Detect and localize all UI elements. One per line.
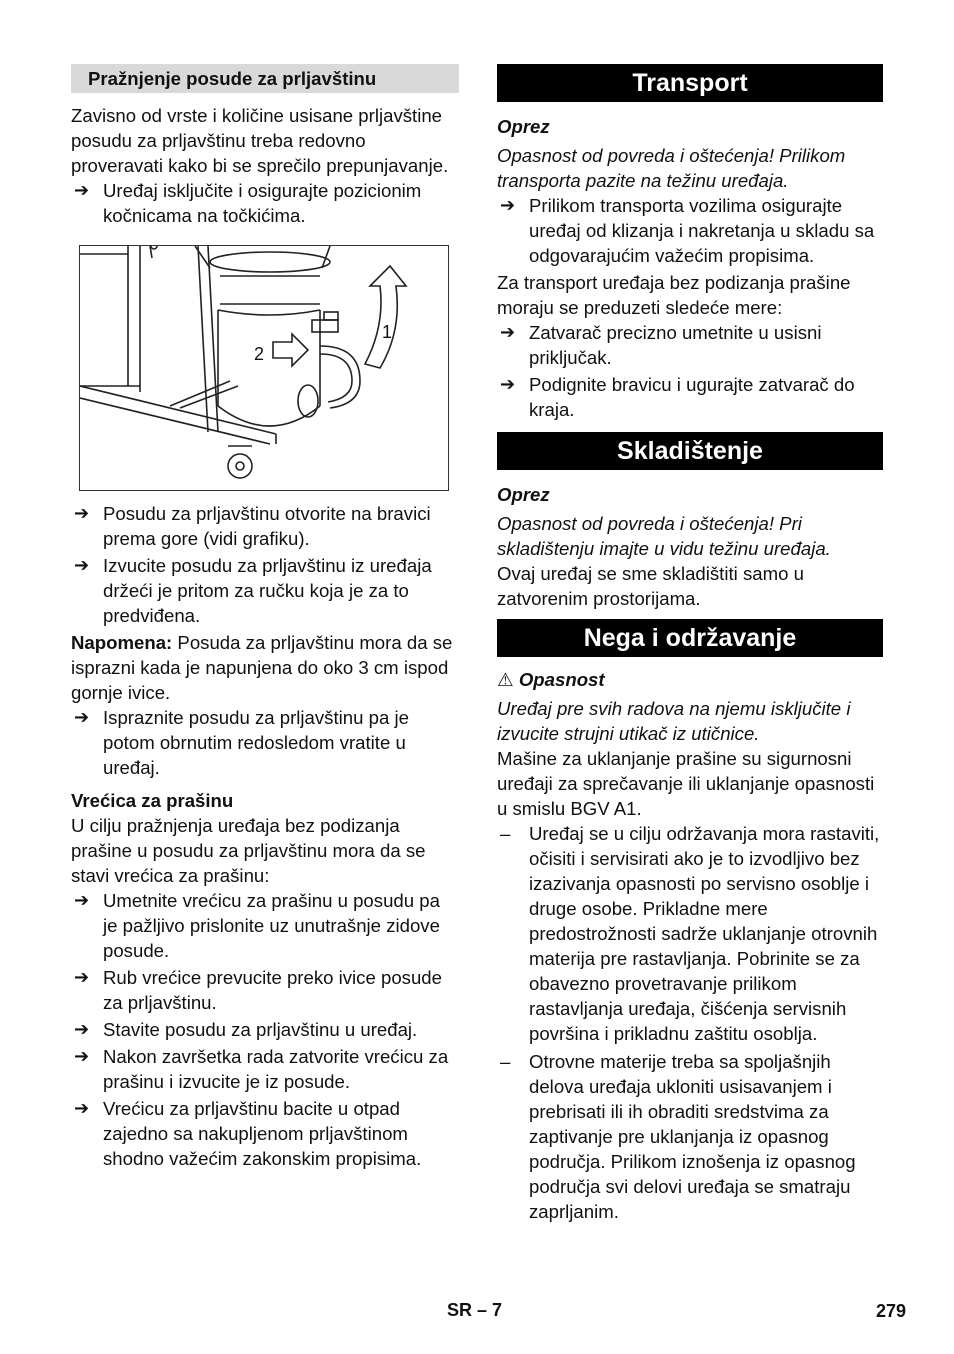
arrow-right-icon: ➔ <box>500 374 516 394</box>
arrow-right-icon: ➔ <box>500 195 516 215</box>
vacuum-container-drawing <box>80 246 449 491</box>
figure-label-1: 1 <box>382 322 393 342</box>
footer-dash-number: – 7 <box>477 1300 503 1320</box>
arrow-right-icon: ➔ <box>74 503 90 523</box>
transport-text: Za transport uređaja bez podizanja prašine moraju se preduzeti sledeće mere: <box>497 272 851 318</box>
warning-triangle-icon: ⚠ <box>497 669 514 690</box>
left-column <box>71 64 459 1173</box>
device-illustration <box>79 245 449 491</box>
note-paragraph <box>71 630 459 705</box>
list-item: – Otrovne materije treba sa spoljašnjih delova uređaja ukloniti usisavanjem i prebrisati ili ih obraditi sredstvima za zaptivanje pre uklanjanja iz opasnog područja. Prilikom iznošenja iz opasnog područja svi delovi uređaja se smatraju zaprljanim. <box>500 1051 856 1222</box>
care-title: Nega i održavanje <box>497 619 883 657</box>
list-item: – Uređaj se u cilju održavanja mora rastaviti, očisiti i servisirati ako je to izvodljivo bez izazivanja opasnosti po servisno osoblje i druge osobe. Prikladne mere predostrožnosti sadrže uklanjanje otrovnih materija pre rastavljanja. Pobrinite se za obavezno provetravanje prilikom rastavljanja uređaja, čišćenja servisnih površina i prikladnu zaštitu osoblja. <box>500 823 880 1044</box>
arrow-right-icon: ➔ <box>74 967 90 987</box>
step-item: ➔ Umetnite vrećicu za prašinu u posudu pa je pažljivo prislonite uz unutrašnje zidove posude. <box>74 890 440 961</box>
step-item: ➔ Prilikom transporta vozilima osigurajte uređaj od klizanja i nakretanja u skladu sa odgovarajućim važećim propisima. <box>500 195 875 266</box>
step-item: ➔ Podignite bravicu i ugurajte zatvarač do kraja. <box>500 374 855 420</box>
arrow-right-icon: ➔ <box>74 707 90 727</box>
care-text: Mašine za uklanjanje prašine su sigurnosni uređaji za sprečavanje ili uklanjanje opasnosti u smislu BGV A1. <box>497 748 875 819</box>
caution-text: Opasnost od povreda i oštećenja! Pri skladištenju imajte u vidu težinu uređaja. <box>497 513 831 559</box>
step-item: ➔ Vrećicu za prljavštinu bacite u otpad zajedno sa nakupljenom prljavštinom shodno važećim zakonskim propisima. <box>74 1098 422 1169</box>
step-item: ➔ Posudu za prljavštinu otvorite na bravici prema gore (vidi grafiku). <box>74 503 431 549</box>
bag-intro: U cilju pražnjenja uređaja bez podizanja prašine u posudu za prljavštinu mora da se stavi vrećica za prašinu: <box>71 815 426 886</box>
arrow-right-icon: ➔ <box>74 180 90 200</box>
arrow-right-icon: ➔ <box>74 555 90 575</box>
note-label: Napomena: <box>71 632 173 653</box>
arrow-right-icon: ➔ <box>74 890 90 910</box>
step-item: ➔ Rub vrećice prevucite preko ivice posude za prljavštinu. <box>74 967 442 1013</box>
footer-section: SR – 7 <box>447 1300 503 1320</box>
step-item: ➔ Uređaj isključite i osigurajte pozicionim kočnicama na točkićima. <box>74 180 422 226</box>
transport-title: Transport <box>497 64 883 102</box>
danger-text: Uređaj pre svih radova na njemu isključite i izvucite strujni utikač iz utičnice. <box>497 698 851 744</box>
arrow-right-icon: ➔ <box>500 322 516 342</box>
step-item: ➔ Nakon završetka rada zatvorite vrećicu za prašinu i izvucite je iz posude. <box>74 1046 449 1092</box>
danger-heading <box>497 667 883 692</box>
step-item: ➔ Zatvarač precizno umetnite u usisni priključak. <box>500 322 822 368</box>
storage-title: Skladištenje <box>497 432 883 470</box>
arrow-right-icon: ➔ <box>74 1019 90 1039</box>
step-item: ➔ Stavite posudu za prljavštinu u uređaj. <box>74 1019 418 1040</box>
bag-heading: Vrećica za prašinu <box>71 790 234 811</box>
step-item: ➔ Izvucite posudu za prljavštinu iz uređaja držeći je pritom za ručku koja je za to predviđena. <box>74 555 432 626</box>
section-heading-emptying: Pražnjenje posude za prljavštinu <box>71 64 459 93</box>
dash-marker: – <box>500 1051 511 1072</box>
note-text: Posuda za prljavštinu mora da se isprazni kada je napunjena do oko 3 cm ispod gornje ivice. <box>71 632 453 703</box>
right-column <box>497 64 883 1227</box>
page-number: 279 <box>876 1301 907 1321</box>
caution-label: Oprez <box>497 116 550 137</box>
caution-text: Opasnost od povreda i oštećenja! Prilikom transporta pazite na težinu uređaja. <box>497 145 846 191</box>
figure-label-2: 2 <box>254 344 265 364</box>
caution-label: Oprez <box>497 484 550 505</box>
danger-label: Opasnost <box>518 669 605 690</box>
dash-marker: – <box>500 823 511 844</box>
arrow-right-icon: ➔ <box>74 1046 90 1066</box>
storage-text: Ovaj uređaj se sme skladištiti samo u zatvorenim prostorijama. <box>497 563 804 609</box>
step-item: ➔ Ispraznite posudu za prljavštinu pa je potom obrnutim redosledom vratite u uređaj. <box>74 707 409 778</box>
arrow-right-icon: ➔ <box>74 1098 90 1118</box>
intro-text: Zavisno od vrste i količine usisane prljavštine posudu za prljavštinu treba redovno proveravati kako bi se sprečilo prepunjavanje. <box>71 105 449 176</box>
